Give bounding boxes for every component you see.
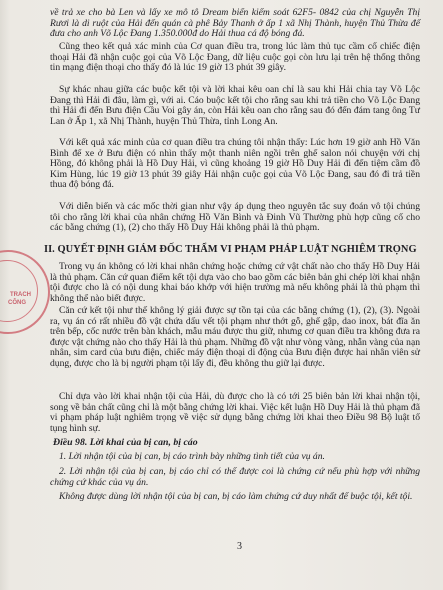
paragraph: Căn cứ kết tội như thế không lý giải được sự tồn tại của các bằng chứng (1), (2), (3). Ngoài ra, vụ án có rất nhiều đồ vật chứa dấu vết tội phạm như thớt gỗ, ghế gập, dao inox, bát đĩa ăn trên bếp, cốc nước trên bàn khách, mẫu máu được thu giữ, nhưng cơ quan điều tra không đưa ra được vật chứng nào cho thấy Hải là thủ phạm. Những đồ vật như vòng vàng, nhẫn vàng của nạn nhân, sim card của bưu điện, chiếc máy điện thoại di động của Bưu điện được hai nhân viên sử dụng, được cho là bị người phạm tội lấy đi, đều không thu giữ lại được. — [50, 305, 420, 369]
stamp-text: CÔNG — [8, 300, 26, 306]
page-number: 3 — [237, 541, 242, 552]
paragraph: Trong vụ án không có lời khai nhân chứng hoặc chứng cứ vật chất nào cho thấy Hồ Duy Hải là thủ phạm. Căn cứ quan điểm kết tội dựa vào cho bao gồm các biên bản ghi chép lời khai nhận tội được cho là có nội dung khai báo khớp với hiện trường mà nếu không phải là thủ phạm thì không thể nào biết được. — [50, 261, 420, 304]
stamp-text: TRÁCH — [10, 292, 31, 298]
paragraph: Chỉ dựa vào lời khai nhận tội của Hải, dù được cho là có tới 25 biên bản lời khai nhận tội, song về bản chất cũng chỉ là một bằng chứng lời khai. Việc kết luận Hồ Duy Hải là thủ phạm đã vi phạm pháp luật nghiêm trọng về việc sử dụng bằng chứng lời khai theo Điều 98 Bộ luật tố tụng hình sự. — [50, 391, 420, 434]
paragraph-intro: về trả xe cho bà Len và lấy xe mô tô Dream biển kiểm soát 62F5- 0842 của chị Nguyễn Thị Rươi là di ruột của Hải đến quán cà phê Bảy Thanh ở ấp 1 xã Nhị Thành, huyện Thủ Thừa để đưa cho anh Võ Lộc Đang 1.350.000đ do Hải thua cá độ bóng đá. — [50, 7, 420, 40]
paragraph: Sự khác nhau giữa các buộc kết tội và lời khai kêu oan chỉ là sau khi Hải chia tay Võ Lộc Đang thì Hải đi đâu, làm gì, với ai. Cáo buộc kết tội cho rằng sau khi trả tiền cho Võ Lộc Đang thì Hải đi đến Bưu điện Cầu Voi gây án, còn Hải kêu oan cho rằng sau đó đến đám tang ông Tư Lan ở Ấp 1, xã Nhị Thành, huyện Thủ Thừa, tỉnh Long An. — [50, 84, 420, 127]
paragraph: Với diễn biến và các mốc thời gian như vậy áp dụng theo nguyên tắc suy đoán vô tội chúng tôi cho rằng lời khai của nhân chứng Hồ Văn Bình và Đinh Vũ Thường phù hợp cũng cố cho các bằng chứng (1), (2) cho thấy Hồ Duy Hải không phải là thủ phạm. — [50, 201, 420, 234]
paragraph: Cũng theo kết quả xác minh của Cơ quan điều tra, trong lúc làm thủ tục cầm cố chiếc điện thoại Hải đã nhận cuộc gọi của Võ Lộc Đang, dữ liệu cuộc gọi còn lưu lại trên hệ thống thông tin mạng điện thoại cho thấy đó là lúc 19 giờ 13 phút 39 giây. — [50, 41, 420, 74]
paragraph: Với kết quả xác minh của cơ quan điều tra chúng tôi nhận thấy: Lúc hơn 19 giờ anh Hồ Văn Bình để xe ở Bưu điện có nhìn thấy một thanh niên ngồi trên ghế salon nói chuyện với chị Hồng, đó không phải là Hồ Duy Hải, vì cũng khoảng 19 giờ Hồ Duy Hải đi đến tiệm cầm đồ Kim Hùng, lúc 19 giờ 13 phút 39 giây Hải nhận cuộc gọi của Võ Lộc Đang, sau đó đi trả tiền thua độ bóng đá. — [50, 137, 420, 191]
article-clause: Không được dùng lời nhận tội của bị can, bị cáo làm chứng cứ duy nhất để buộc tội, kết tội. — [59, 491, 413, 502]
article-clause: 1. Lời nhận tội của bị can, bị cáo trình bày những tình tiết của vụ án. — [59, 451, 325, 462]
article-clause: 2. Lời nhận tội của bị can, bị cáo chỉ có thể được coi là chứng cứ nếu phù hợp với những chứng cứ khác của vụ án. — [50, 466, 420, 488]
section-heading: II. QUYẾT ĐỊNH GIÁM ĐỐC THẨM VI PHẠM PHÁP LUẬT NGHIÊM TRỌNG — [44, 244, 417, 255]
article-title: Điều 98. Lời khai của bị can, bị cáo — [53, 437, 198, 448]
